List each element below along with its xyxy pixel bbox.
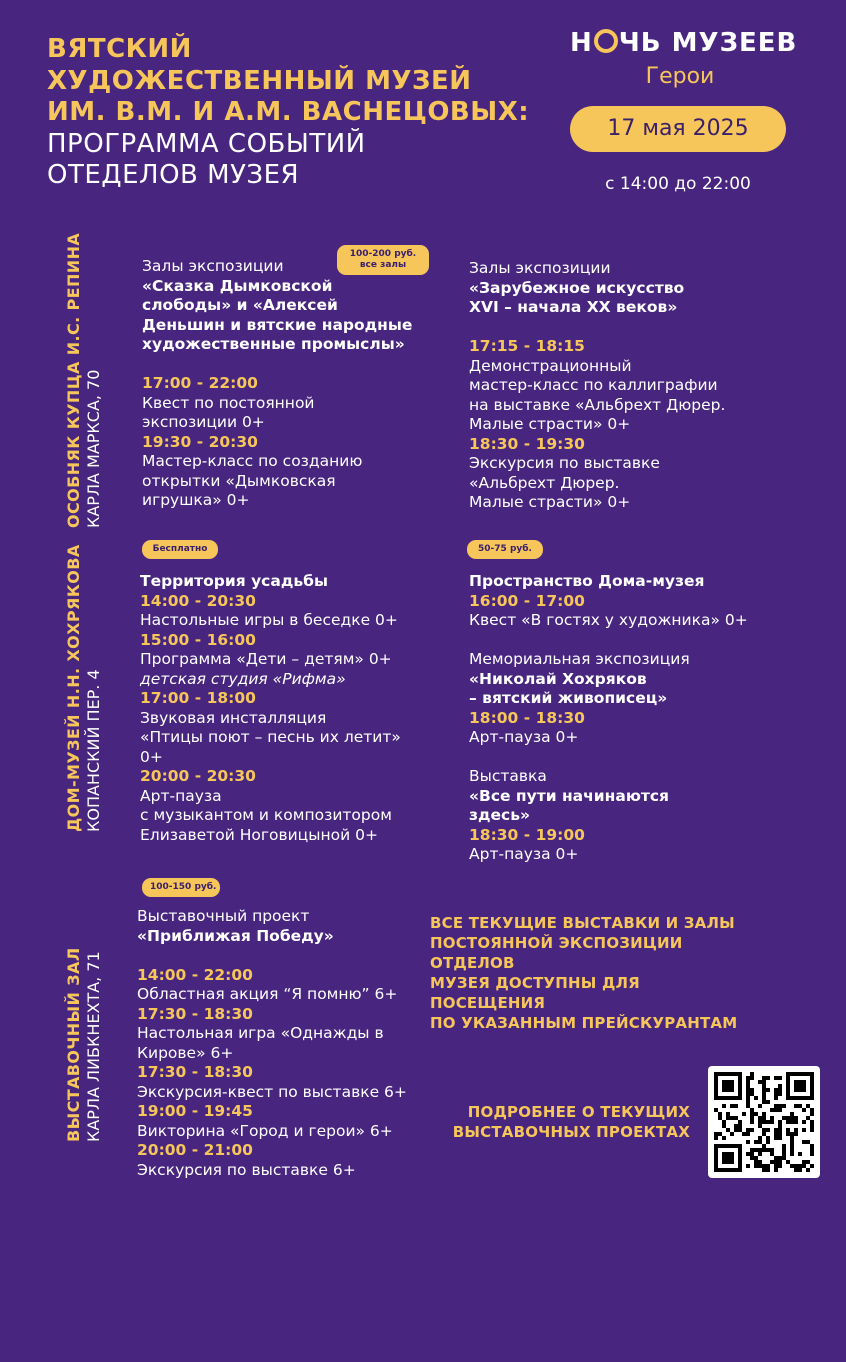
hall-title: «Все пути начинаются	[469, 786, 670, 805]
title-line: ВЯТСКИЙ	[47, 34, 192, 64]
event-text: Демонстрационный	[469, 356, 632, 375]
event-time: 16:00 - 17:00	[469, 591, 585, 610]
qr-code-graphic	[708, 1066, 820, 1178]
hall-intro: Залы экспозиции	[142, 257, 284, 275]
brand-logo	[570, 28, 798, 58]
event-text: Программа «Дети – детям» 0+	[140, 650, 392, 668]
area-title: Пространство Дома-музея	[469, 572, 705, 590]
event-text: Мастер-класс по созданию	[142, 452, 363, 470]
venue-name: ОСОБНЯК КУПЦА И.С. РЕПИНА	[64, 232, 83, 528]
price-badge-line: 100-200 руб.	[349, 249, 417, 259]
event-text: Областная акция “Я помню” 6+	[137, 985, 398, 1003]
event-text: Экскурсия-квест по выставке 6+	[137, 1082, 407, 1101]
exhibition-column	[137, 907, 427, 1180]
availability-note	[430, 913, 760, 1033]
khokhryakov-right-column	[469, 572, 769, 865]
title-line: ПРОГРАММА СОБЫТИЙ	[47, 128, 366, 159]
event-text: Экскурсия по выставке 6+	[137, 1160, 356, 1179]
price-badge-free: Бесплатно	[142, 540, 218, 559]
section-label-exhibition	[64, 947, 104, 1362]
hall-title: XVI – начала XX веков»	[469, 298, 678, 316]
hall-title: «Сказка Дымковской	[142, 276, 333, 295]
event-text: Елизаветой Ноговицыной 0+	[140, 825, 378, 844]
event-text: Малые страсти» 0+	[469, 493, 631, 511]
event-text: экспозиции 0+	[142, 413, 265, 431]
hall-title: «Николай Хохряков	[469, 669, 647, 688]
hall-title: – вятский живописец»	[469, 689, 668, 707]
event-text: Викторина «Город и герои» 6+	[137, 1121, 393, 1140]
hall-title: Деньшин и вятские народные	[142, 315, 413, 334]
event-text: открытки «Дымковская	[142, 471, 336, 490]
event-text: Малые страсти» 0+	[469, 415, 631, 433]
hall-intro: Выставка	[469, 767, 547, 785]
brand-block	[570, 28, 798, 89]
khokhryakov-left-column	[140, 572, 430, 845]
price-badge-line: все залы	[359, 260, 407, 270]
venue-address: КОПАНСКИЙ ПЕР. 4	[84, 669, 103, 832]
event-time: 18:30 - 19:30	[469, 434, 585, 453]
hall-title: «Зарубежное искусство	[469, 278, 685, 297]
note-line: ВСЕ ТЕКУЩИЕ ВЫСТАВКИ И ЗАЛЫ	[430, 914, 735, 932]
event-text: Настольная игра «Однажды в	[137, 1024, 384, 1042]
project-intro: Выставочный проект	[137, 907, 310, 925]
brand-subtitle: Герои	[645, 64, 715, 89]
note-line: ПО УКАЗАННЫМ ПРЕЙСКУРАНТАМ	[430, 1014, 738, 1032]
event-text: Квест «В гостях у художника» 0+	[469, 611, 748, 629]
event-time-range: с 14:00 до 22:00	[605, 174, 751, 194]
event-text: Квест по постоянной	[142, 393, 315, 412]
event-time: 19:30 - 20:30	[142, 432, 258, 451]
event-text: с музыкантом и композитором	[140, 806, 392, 824]
area-title: Территория усадьбы	[140, 572, 328, 590]
event-time: 15:00 - 16:00	[140, 630, 256, 649]
title-line: ОТЕДЕЛОВ МУЗЕЯ	[47, 160, 300, 190]
event-time: 17:00 - 18:00	[140, 689, 256, 707]
event-time: 14:00 - 22:00	[137, 965, 253, 984]
title-line: ИМ. В.М. И А.М. ВАСНЕЦОВЫХ:	[47, 97, 530, 127]
event-text: Звуковая инсталляция	[140, 708, 327, 727]
hall-title: художественные промыслы»	[142, 335, 405, 353]
event-text: Арт-пауза 0+	[469, 845, 579, 863]
hall-title: здесь»	[469, 806, 531, 824]
event-time: 19:00 - 19:45	[137, 1102, 253, 1120]
event-text: Кирове» 6+	[137, 1043, 234, 1062]
brand-logo-right: ЧЬ МУЗЕЕВ	[618, 28, 798, 58]
event-time: 17:00 - 22:00	[142, 374, 258, 392]
venue-name: ВЫСТАВОЧНЫЙ ЗАЛ	[64, 947, 83, 1142]
venue-address: КАРЛА ЛИБКНЕХТА, 71	[84, 951, 103, 1142]
hall-intro: Залы экспозиции	[469, 259, 611, 277]
venue-name: ДОМ-МУЗЕЙ Н.Н. ХОХРЯКОВА	[64, 544, 83, 832]
event-text: Арт-пауза 0+	[469, 728, 579, 746]
event-time: 14:00 - 20:30	[140, 591, 256, 610]
repin-right-column	[469, 259, 769, 513]
event-text: Экскурсия по выставке	[469, 454, 660, 472]
event-time: 20:00 - 21:00	[137, 1141, 253, 1159]
event-text: игрушка» 0+	[142, 491, 250, 509]
event-time: 17:15 - 18:15	[469, 337, 585, 355]
event-date-badge: 17 мая 2025	[570, 106, 786, 152]
brand-logo-left: Н	[570, 28, 593, 58]
event-time: 18:30 - 19:00	[469, 825, 585, 844]
hall-title: слободы» и «Алексей	[142, 296, 338, 314]
project-title: «Приближая Победу»	[137, 926, 334, 945]
note-line: МУЗЕЯ ДОСТУПНЫ ДЛЯ ПОСЕЩЕНИЯ	[430, 974, 640, 1012]
event-text: Настольные игры в беседке 0+	[140, 611, 398, 629]
price-badge: 100-150 руб.	[142, 878, 220, 897]
event-time: 18:00 - 18:30	[469, 708, 585, 727]
note-line: ПОДРОБНЕЕ О ТЕКУЩИХ	[467, 1103, 690, 1121]
event-text: «Птицы поют – песнь их летит»	[140, 728, 401, 746]
event-text: «Альбрехт Дюрер.	[469, 473, 620, 492]
circle-icon	[594, 29, 618, 53]
price-badge: 50-75 руб.	[467, 540, 543, 559]
event-note: детская студия «Рифма»	[140, 669, 346, 688]
event-time: 20:00 - 20:30	[140, 767, 256, 785]
note-line: ВЫСТАВОЧНЫХ ПРОЕКТАХ	[452, 1123, 690, 1141]
event-text: мастер-класс по каллиграфии	[469, 376, 718, 394]
more-info-note	[450, 1102, 690, 1142]
event-time: 17:30 - 18:30	[137, 1004, 253, 1023]
repin-left-column	[142, 257, 442, 511]
hall-intro: Мемориальная экспозиция	[469, 650, 690, 668]
event-time: 17:30 - 18:30	[137, 1063, 253, 1081]
note-line: ПОСТОЯННОЙ ЭКСПОЗИЦИИ ОТДЕЛОВ	[430, 934, 683, 972]
venue-address: КАРЛА МАРКСА, 70	[84, 369, 103, 528]
qr-code-icon[interactable]	[708, 1066, 820, 1178]
event-text: Арт-пауза	[140, 786, 222, 805]
event-text: на выставке «Альбрехт Дюрер.	[469, 395, 726, 414]
page-title	[47, 34, 530, 192]
title-line: ХУДОЖЕСТВЕННЫЙ МУЗЕЙ	[47, 65, 472, 96]
event-text: 0+	[140, 747, 163, 766]
